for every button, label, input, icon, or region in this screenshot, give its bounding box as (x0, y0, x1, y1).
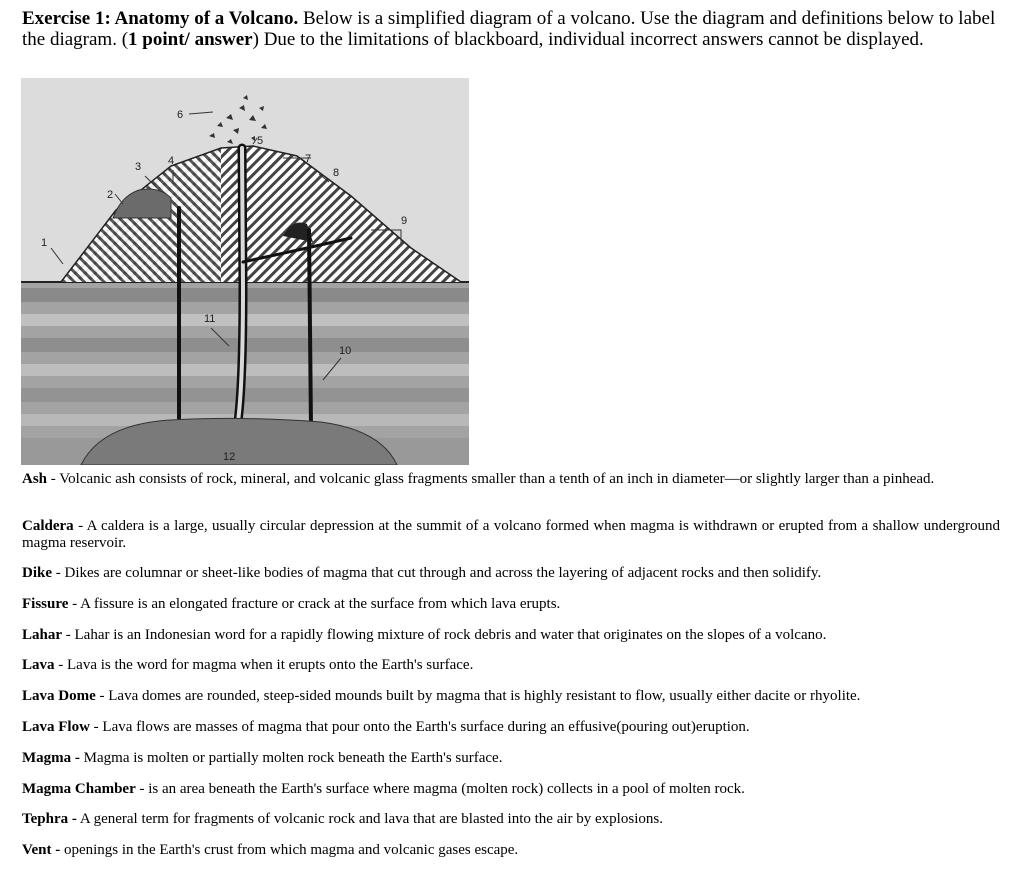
definition-term: Caldera (22, 518, 74, 534)
definition-sep: - (95, 688, 109, 705)
definition-term: Ash (22, 471, 48, 487)
definition-text: Lava domes are rounded, steep-sided mounds built by magma that is highly resistant to flow, usually either dacite or rhyolite. (108, 688, 861, 705)
definition-text: Dikes are columnar or sheet-like bodies of magma that cut through and across the layering of adjacent rocks and then solidify. (64, 565, 822, 581)
definition-term: Lava (22, 657, 55, 674)
definition-term: Dike (22, 565, 52, 581)
diagram-label-9: 9 (401, 215, 408, 227)
definition-sep: - (135, 780, 149, 797)
definition-term: Lava Flow (22, 718, 90, 735)
diagram-label-3: 3 (135, 161, 142, 173)
exercise-instructions (22, 8, 1002, 50)
definition-sep: - (73, 518, 87, 534)
volcano-diagram (21, 78, 469, 465)
diagram-label-7: 7 (305, 153, 312, 165)
diagram-label-4: 4 (168, 155, 175, 167)
definition-sep: - (62, 626, 75, 643)
definition-text: Lahar is an Indonesian word for a rapidly flowing mixture of rock debris and water that originates on the slopes of a volcano. (74, 626, 827, 643)
definition-sep: - (68, 595, 81, 612)
definition-fissure (22, 596, 1000, 627)
instructions-text-1: Below is a simplified diagram of a volcano. Use the diagram and definitions below to label the diagram. ( (22, 8, 996, 50)
exercise-title: Exercise 1: Anatomy of a Volcano. (22, 8, 299, 29)
definition-term: Magma Chamber (22, 780, 136, 797)
definition-text: A caldera is a large, usually circular depression at the summit of a volcano formed when magma is withdrawn or erupted from a shallow underground magma reservoir. (22, 518, 1001, 551)
definition-sep: - (52, 565, 65, 581)
diagram-label-5: 5 (257, 135, 264, 147)
definition-tephra (22, 811, 1000, 842)
definition-text: Lava flows are masses of magma that pour onto the Earth's surface during an effusive(pouring out)eruption. (102, 718, 750, 735)
definition-text: A general term for fragments of volcanic rock and lava that are blasted into the air by explosions. (79, 811, 663, 828)
definition-text: is an area beneath the Earth's surface where magma (molten rock) collects in a pool of molten rock. (148, 780, 745, 797)
points-note: 1 point/ answer (128, 29, 253, 50)
diagram-label-6: 6 (177, 109, 184, 121)
definition-lava-flow (22, 719, 1000, 750)
definition-text: A fissure is an elongated fracture or crack at the surface from which lava erupts. (80, 595, 561, 612)
definition-text: Magma is molten or partially molten rock beneath the Earth's surface. (83, 749, 503, 766)
definition-text: Volcanic ash consists of rock, mineral, and volcanic glass fragments smaller than a tenth of an inch in diameter—or slightly larger than a pinhead. (59, 471, 935, 487)
definition-magma (22, 750, 1000, 781)
definition-term: Fissure (22, 595, 69, 612)
definition-caldera (22, 518, 1000, 565)
diagram-label-8: 8 (333, 167, 340, 179)
definition-text: Lava is the word for magma when it erupts onto the Earth's surface. (67, 657, 474, 674)
diagram-label-10: 10 (339, 345, 352, 357)
definition-term: Lahar (22, 626, 63, 643)
definition-term: Vent - (22, 842, 61, 859)
definition-ash (22, 471, 1000, 518)
definition-sep: - (89, 718, 103, 735)
definition-term: Magma - (22, 749, 80, 766)
definition-vent (22, 842, 1000, 873)
definition-dike (22, 565, 1000, 596)
diagram-label-12: 12 (223, 451, 236, 463)
definition-text: openings in the Earth's crust from which magma and volcanic gases escape. (63, 842, 519, 859)
diagram-label-11: 11 (204, 313, 216, 325)
diagram-label-2: 2 (107, 189, 114, 201)
definition-lahar (22, 627, 1000, 658)
definition-sep: - (54, 657, 68, 674)
instructions-text-2: ) Due to the limitations of blackboard, individual incorrect answers cannot be displayed. (252, 29, 924, 50)
definition-term: Lava Dome (22, 688, 96, 705)
definitions-list (22, 471, 1000, 873)
definition-term: Tephra - (22, 811, 77, 828)
definition-sep: - (47, 471, 60, 487)
diagram-label-1: 1 (41, 237, 48, 249)
definition-lava-dome (22, 688, 1000, 719)
definition-magma-chamber (22, 781, 1000, 812)
definition-lava (22, 657, 1000, 688)
